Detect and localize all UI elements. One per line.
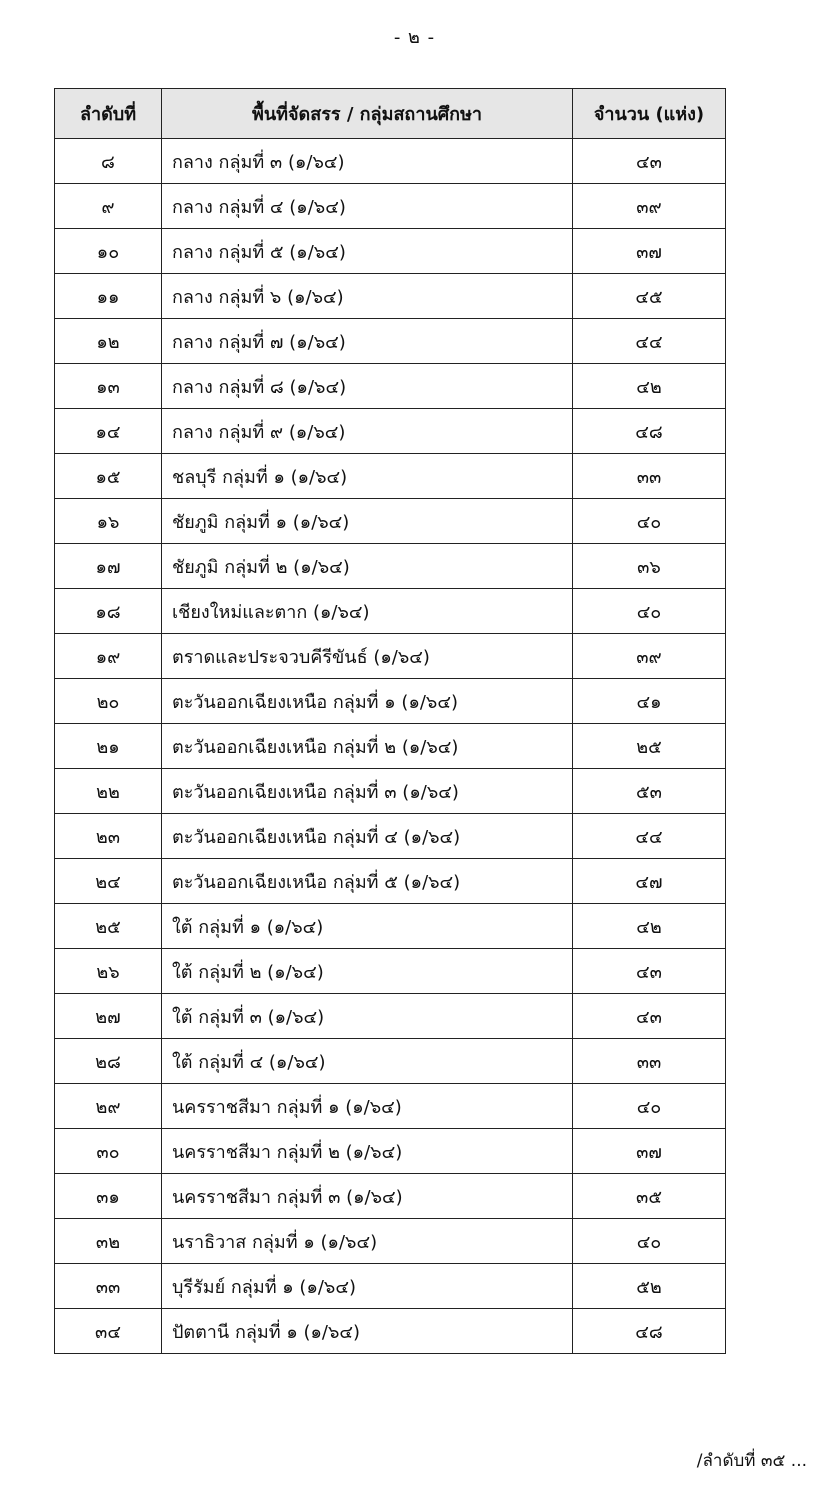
row-count-cell: ๓๖ (573, 544, 726, 589)
row-seq-cell: ๒๗ (55, 994, 162, 1039)
table-row (55, 904, 726, 949)
row-count-cell: ๔๐ (573, 1219, 726, 1264)
row-area-cell: ใต้ กลุ่มที่ ๒ (๑/๖๔) (162, 949, 573, 994)
row-seq-cell: ๒๐ (55, 679, 162, 724)
row-count-cell: ๔๓ (573, 949, 726, 994)
row-seq-cell: ๑๑ (55, 274, 162, 319)
row-area-cell: ใต้ กลุ่มที่ ๓ (๑/๖๔) (162, 994, 573, 1039)
row-count-cell: ๕๒ (573, 1264, 726, 1309)
row-seq-cell: ๒๓ (55, 814, 162, 859)
row-area-cell: ปัตตานี กลุ่มที่ ๑ (๑/๖๔) (162, 1309, 573, 1354)
row-count-cell: ๔๓ (573, 994, 726, 1039)
row-count-cell: ๔๓ (573, 139, 726, 184)
table-row (55, 364, 726, 409)
table-row (55, 634, 726, 679)
table-row (55, 544, 726, 589)
table-row (55, 679, 726, 724)
row-count-cell: ๓๕ (573, 1174, 726, 1219)
row-seq-cell: ๓๒ (55, 1219, 162, 1264)
row-area-cell: กลาง กลุ่มที่ ๓ (๑/๖๔) (162, 139, 573, 184)
row-area-cell: นครราชสีมา กลุ่มที่ ๑ (๑/๖๔) (162, 1084, 573, 1129)
row-seq-cell: ๓๔ (55, 1309, 162, 1354)
row-count-cell: ๒๕ (573, 724, 726, 769)
row-seq-cell: ๑๓ (55, 364, 162, 409)
table-row (55, 1219, 726, 1264)
row-seq-cell: ๑๕ (55, 454, 162, 499)
header-area: พื้นที่จัดสรร / กลุ่มสถานศึกษา (162, 89, 573, 139)
table-row (55, 1264, 726, 1309)
row-count-cell: ๔๗ (573, 859, 726, 904)
row-count-cell: ๔๐ (573, 1084, 726, 1129)
table-row (55, 1084, 726, 1129)
row-count-cell: ๓๙ (573, 634, 726, 679)
row-seq-cell: ๓๑ (55, 1174, 162, 1219)
row-seq-cell: ๒๖ (55, 949, 162, 994)
table-row (55, 409, 726, 454)
row-count-cell: ๔๕ (573, 274, 726, 319)
row-seq-cell: ๘ (55, 139, 162, 184)
row-count-cell: ๓๗ (573, 229, 726, 274)
row-seq-cell: ๒๔ (55, 859, 162, 904)
table-row (55, 994, 726, 1039)
row-seq-cell: ๑๙ (55, 634, 162, 679)
row-count-cell: ๔๘ (573, 409, 726, 454)
row-count-cell: ๓๙ (573, 184, 726, 229)
table-row (55, 1039, 726, 1084)
table-row (55, 1309, 726, 1354)
table-row (55, 859, 726, 904)
row-seq-cell: ๒๑ (55, 724, 162, 769)
row-area-cell: กลาง กลุ่มที่ ๘ (๑/๖๔) (162, 364, 573, 409)
row-seq-cell: ๑๗ (55, 544, 162, 589)
table-row (55, 274, 726, 319)
header-seq: ลำดับที่ (55, 89, 162, 139)
row-count-cell: ๔๔ (573, 319, 726, 364)
row-seq-cell: ๑๔ (55, 409, 162, 454)
row-area-cell: ใต้ กลุ่มที่ ๔ (๑/๖๔) (162, 1039, 573, 1084)
row-count-cell: ๓๓ (573, 454, 726, 499)
table-row (55, 139, 726, 184)
table-row (55, 724, 726, 769)
row-area-cell: ตะวันออกเฉียงเหนือ กลุ่มที่ ๔ (๑/๖๔) (162, 814, 573, 859)
row-count-cell: ๔๒ (573, 364, 726, 409)
table-row (55, 814, 726, 859)
row-area-cell: กลาง กลุ่มที่ ๔ (๑/๖๔) (162, 184, 573, 229)
row-area-cell: ตะวันออกเฉียงเหนือ กลุ่มที่ ๑ (๑/๖๔) (162, 679, 573, 724)
row-seq-cell: ๓๐ (55, 1129, 162, 1174)
row-area-cell: กลาง กลุ่มที่ ๙ (๑/๖๔) (162, 409, 573, 454)
row-area-cell: นครราชสีมา กลุ่มที่ ๓ (๑/๖๔) (162, 1174, 573, 1219)
row-seq-cell: ๒๒ (55, 769, 162, 814)
row-count-cell: ๔๑ (573, 679, 726, 724)
row-count-cell: ๓๓ (573, 1039, 726, 1084)
row-area-cell: ชัยภูมิ กลุ่มที่ ๑ (๑/๖๔) (162, 499, 573, 544)
row-count-cell: ๔๘ (573, 1309, 726, 1354)
continuation-note: /ลำดับที่ ๓๕ ... (696, 1451, 807, 1471)
row-area-cell: ตะวันออกเฉียงเหนือ กลุ่มที่ ๒ (๑/๖๔) (162, 724, 573, 769)
row-area-cell: กลาง กลุ่มที่ ๖ (๑/๖๔) (162, 274, 573, 319)
row-seq-cell: ๒๙ (55, 1084, 162, 1129)
allocation-table (54, 88, 726, 1354)
row-area-cell: ตราดและประจวบคีรีขันธ์ (๑/๖๔) (162, 634, 573, 679)
table-body (55, 139, 726, 1354)
row-area-cell: กลาง กลุ่มที่ ๕ (๑/๖๔) (162, 229, 573, 274)
table-row (55, 769, 726, 814)
row-area-cell: ชัยภูมิ กลุ่มที่ ๒ (๑/๖๔) (162, 544, 573, 589)
table-row (55, 1129, 726, 1174)
row-area-cell: นครราชสีมา กลุ่มที่ ๒ (๑/๖๔) (162, 1129, 573, 1174)
table-header-row (55, 89, 726, 139)
row-seq-cell: ๒๕ (55, 904, 162, 949)
row-seq-cell: ๑๐ (55, 229, 162, 274)
row-seq-cell: ๓๓ (55, 1264, 162, 1309)
table-row (55, 229, 726, 274)
page-number: - ๒ - (393, 27, 436, 48)
row-seq-cell: ๙ (55, 184, 162, 229)
row-area-cell: ตะวันออกเฉียงเหนือ กลุ่มที่ ๕ (๑/๖๔) (162, 859, 573, 904)
row-count-cell: ๓๗ (573, 1129, 726, 1174)
row-count-cell: ๔๔ (573, 814, 726, 859)
row-count-cell: ๔๐ (573, 589, 726, 634)
row-area-cell: ตะวันออกเฉียงเหนือ กลุ่มที่ ๓ (๑/๖๔) (162, 769, 573, 814)
table-row (55, 454, 726, 499)
row-area-cell: เชียงใหม่และตาก (๑/๖๔) (162, 589, 573, 634)
table-row (55, 184, 726, 229)
row-count-cell: ๔๐ (573, 499, 726, 544)
row-area-cell: นราธิวาส กลุ่มที่ ๑ (๑/๖๔) (162, 1219, 573, 1264)
row-area-cell: ใต้ กลุ่มที่ ๑ (๑/๖๔) (162, 904, 573, 949)
row-seq-cell: ๒๘ (55, 1039, 162, 1084)
table-row (55, 949, 726, 994)
header-count: จำนวน (แห่ง) (573, 89, 726, 139)
row-area-cell: บุรีรัมย์ กลุ่มที่ ๑ (๑/๖๔) (162, 1264, 573, 1309)
row-count-cell: ๔๒ (573, 904, 726, 949)
table-row (55, 1174, 726, 1219)
row-count-cell: ๕๓ (573, 769, 726, 814)
table-row (55, 319, 726, 364)
table-row (55, 499, 726, 544)
table-row (55, 589, 726, 634)
row-area-cell: กลาง กลุ่มที่ ๗ (๑/๖๔) (162, 319, 573, 364)
row-seq-cell: ๑๒ (55, 319, 162, 364)
row-seq-cell: ๑๘ (55, 589, 162, 634)
row-area-cell: ชลบุรี กลุ่มที่ ๑ (๑/๖๔) (162, 454, 573, 499)
row-seq-cell: ๑๖ (55, 499, 162, 544)
